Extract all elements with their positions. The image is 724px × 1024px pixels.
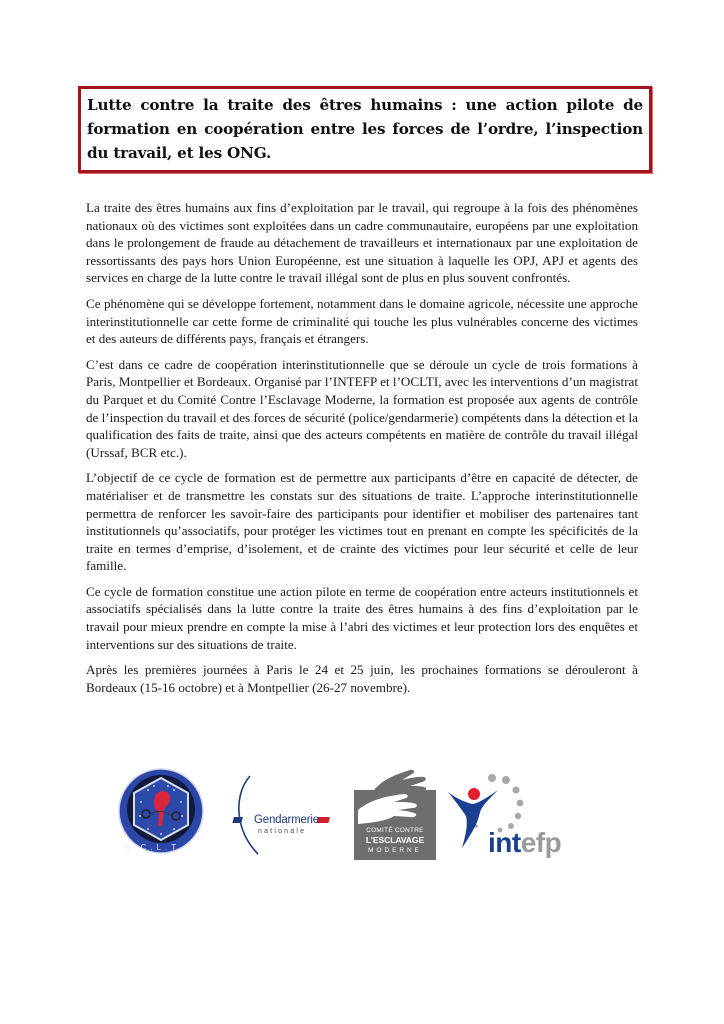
paragraph-phenomenon: Ce phénomène qui se développe fortement, notamment dans le domaine agricole, nécessite une approche interinstitutionnelle car cette forme de criminalité qui touche les plus vulnérables concerne des victimes et des auteurs de différents pays, français et étrangers. [86,295,638,347]
ccem-line-1: COMITÉ CONTRE [366,827,424,834]
oclti-ring-text: O.C.L.T.I. [124,843,198,852]
title-box [78,86,652,173]
ccem-line-3: MODERNE [368,847,422,854]
intefp-wordmark [488,828,561,858]
gendarmerie-logo [232,772,332,858]
gendarmerie-name: Gendarmerie [254,814,319,826]
oclti-logo [118,766,204,856]
ccem-line-2: L’ESCLAVAGE [365,835,425,845]
intefp-logo [448,770,580,862]
paragraph-schedule: Après les premières journées à Paris le 24 et 25 juin, les prochaines formations se dérouleront à Bordeaux (15-16 octobre) et à Montpellier (26-27 novembre). [86,662,638,695]
gendarmerie-subtitle: nationale [258,828,307,835]
paragraph-training-cycle: C’est dans ce cadre de coopération interinstitutionnelle que se déroule un cycle de trois formations à Paris, Montpellier et Bordeaux. Organisé par l’INTEFP et l’OCLTI, avec les interventions d’un magistrat du Parquet et du Comité Contre l’Esclavage Moderne, la formation est proposée aux agents de contrôle de l’inspection du travail et des forces de sécurité (police/gendarmerie) compétents dans la détection et la qualification des faits de traite, ainsi que des acteurs compétents en matière de contrôle du travail illégal (Urssaf, BCR etc.). [86,356,638,460]
ccem-logo [354,768,436,860]
paragraph-objective: L’objectif de ce cycle de formation est de permettre aux participants d’être en capacité de détecter, de matérialiser et de transmettre les constats sur des situations de traite. L’approche interinstitutionnelle permettra de renforcer les savoir-faire des participants pour identifier et mobiliser des partenaires tant institutionnels qu’associatifs, pour protéger les victimes tout en prenant en compte les spécificités de la traite en termes d’emprise, d’isolement, et de crainte des victimes pour leur sécurité et celle de leur famille. [86,470,638,574]
intefp-efp: efp [520,827,562,858]
intefp-int: int [488,827,521,858]
document-body [86,199,638,704]
document-title: Lutte contre la traite des êtres humains : une action pilote de formation en coopération entre les forces de l’ordre, l’inspection du travail, et les ONG. [87,96,643,162]
paragraph-context: La traite des êtres humains aux fins d’exploitation par le travail, qui regroupe à la fois des phénomènes nationaux où des victimes sont exploitées dans un cadre communautaire, européens par une exploitation dans le prolongement de fraude au détachement de travailleurs et internationaux par une exploitation de ressortissants des pays hors Union Européenne, est une situation à laquelle les OPJ, APJ et agents des services en charge de la lutte contre le travail illégal sont de plus en plus souvent confrontés. [86,200,638,286]
oclti-emblem-icon [118,766,204,856]
paragraph-pilot-action: Ce cycle de formation constitue une action pilote en terme de coopération entre acteurs institutionnels et associatifs spécialisés dans la lutte contre la traite des êtres humains à des fins d’exploitation par le travail pour mieux prendre en compte la mise à l’abri des victimes et leur protection lors des enquêtes et interventions sur des situations de traite. [86,583,638,652]
